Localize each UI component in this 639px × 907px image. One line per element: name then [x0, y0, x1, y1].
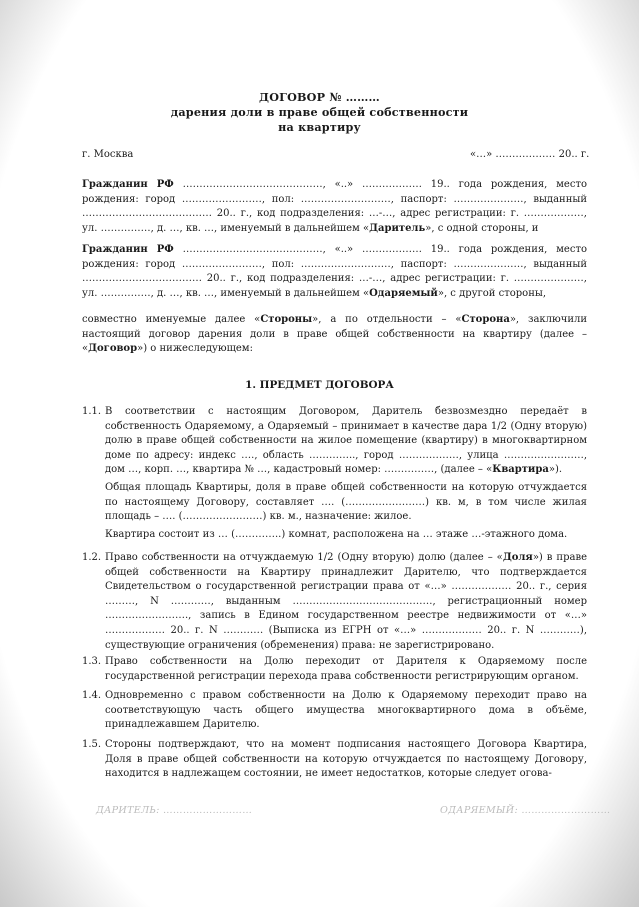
clause-number: 1.1. [82, 406, 102, 417]
clause-1-3 [82, 655, 587, 684]
clause-number: 1.5. [82, 739, 102, 750]
clause-1-4 [82, 689, 587, 733]
clause-1-2 [82, 551, 587, 653]
donor-paragraph: Гражданин РФ ……………………………………, «..» ……………… 19.. года рождения, место рождения: город ……………………, пол: ………………………, паспорт: …………………, выданный ………………………………… 20.. г., код подразделения: …-…, адрес регистрации: г. ………………, ул. ……………, д. …, кв. …, именуемый в дальнейшем «Даритель», с одной стороны, и [82, 179, 587, 234]
clause-1-1 [82, 405, 587, 478]
donee-paragraph: Гражданин РФ ……………………………………, «..» ……………… 19.. года рождения, место рождения: город ……………………, пол: ………………………, паспорт: …………………, выданный ……………………………… 20.. г., код подразделения: …-…, адрес регистрации: г. …………………, ул. ……………, д. …, кв. …, именуемый в дальнейшем «Одаряемый», с другой стороны, [82, 244, 587, 299]
clause-1-5 [82, 738, 587, 782]
contract-date: «…» ……………… 20.. г. [470, 149, 590, 160]
document-subtitle-2: на квартиру [278, 120, 361, 134]
preamble: совместно именуемые далее «Стороны», а по отдельности – «Сторона», заключили настоящий договор дарения доли в праве общей собственности на квартиру (далее – «Договор») о нижеследующем: [82, 314, 588, 355]
clause-text: Стороны подтверждают, что на момент подписания настоящего Договора Квартира, Доля в праве общей собственности на которую отчуждается по настоящему Договору, находится в надлежащем состоянии, не имеет недостатков, которые следует огова- [105, 739, 587, 780]
clause-1-1-area: Общая площадь Квартиры, доля в праве общей собственности на которую отчуждается по настоящему Договору, составляет …. (……………………) кв. м, в том числе жилая площадь – …. (……………………) кв. м., назначение: жилое. [105, 482, 587, 523]
clause-number: 1.2. [82, 552, 102, 563]
donor-role: Даритель [369, 222, 426, 234]
donee-role: Одаряемый [369, 287, 438, 299]
city: г. Москва [82, 149, 134, 160]
clause-text: Право собственности на отчуждаемую 1/2 (Одну вторую) долю (далее – «Доля») в праве общей собственности на Квартиру принадлежит Дарителю, что подтверждается Свидетельством о государственной регистрации права от «…» ……………… 20.. г., серия ………, N …………, выданным ……………………………………, регистрационный номер ……………………., запись в Едином государственном реестре недвижимости от «…» ……………… 20.. г. N ………… (Выписка из ЕГРН от «…» ……………… 20.. г. N …………), существующие ограничения (обременения) права: не зарегистрировано. [105, 552, 587, 651]
clause-number: 1.4. [82, 690, 102, 701]
document-title: ДОГОВОР № ……… [259, 90, 380, 104]
clause-text: В соответствии с настоящим Договором, Даритель безвозмездно передаёт в собственность Одаряемому, а Одаряемый – принимает в качестве дара 1/2 (Одну вторую) долю в праве общей собственности на жилое помещение (квартиру) в многоквартирном доме по адресу: индекс …., область ………….., город ………………, улица ……………………, дом …, корп. …, квартира № …, кадастровый номер: ……………, (далее – «Квартира»). [105, 406, 587, 476]
clause-1-1-rooms: Квартира состоит из … (…………..) комнат, расположена на … этаже …-этажного дома. [105, 529, 568, 540]
donor-signature: ДАРИТЕЛЬ: ……………………… [96, 805, 253, 816]
clause-number: 1.3. [82, 656, 102, 667]
donee-label: Гражданин РФ [82, 244, 174, 255]
donee-signature: ОДАРЯЕМЫЙ: ……………………… [440, 805, 611, 816]
section-title: 1. ПРЕДМЕТ ДОГОВОРА [245, 379, 394, 391]
donor-label: Гражданин РФ [82, 179, 174, 190]
clause-text: Одновременно с правом собственности на Долю к Одаряемому переходит право на соответствующую часть общего имущества многоквартирного дома в объёме, принадлежавшем Дарителю. [105, 690, 587, 731]
clause-text: Право собственности на Долю переходит от Дарителя к Одаряемому после государственной регистрации перехода права собственности регистрирующим органом. [105, 656, 587, 682]
document-subtitle: дарения доли в праве общей собственности [170, 105, 469, 119]
